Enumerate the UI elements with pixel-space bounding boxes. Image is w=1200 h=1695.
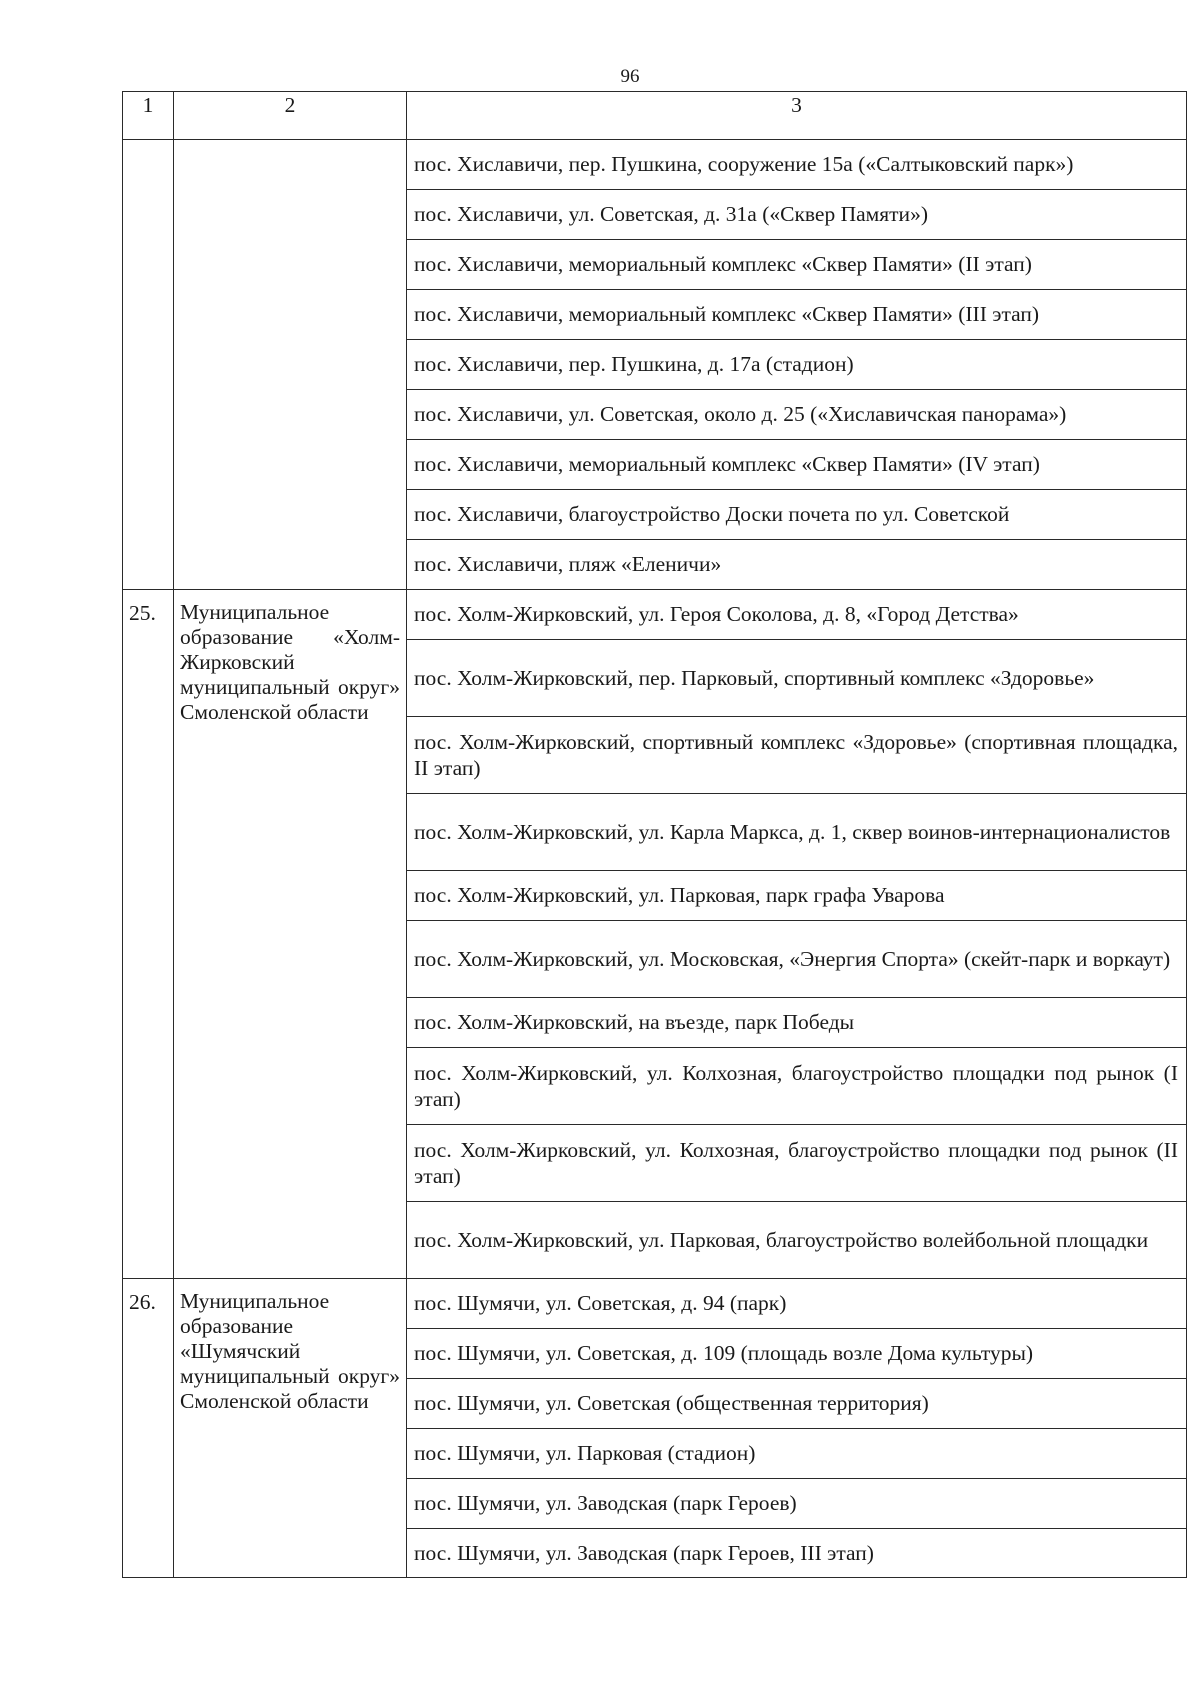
territory-cell: пос. Хиславичи, ул. Советская, д. 31а («Сквер Памяти») [407,190,1187,240]
territory-cell: пос. Холм-Жирковский, на въезде, парк Победы [407,998,1187,1048]
territory-cell: пос. Холм-Жирковский, ул. Колхозная, благоустройство площадки под рынок (II этап) [407,1125,1187,1202]
municipality-cell: Муниципальное образование «Шумячский муниципальный округ» Смоленской области [174,1279,407,1578]
territory-cell: пос. Холм-Жирковский, ул. Героя Соколова, д. 8, «Город Детства» [407,590,1187,640]
territory-cell: пос. Хиславичи, пер. Пушкина, сооружение 15а («Салтыковский парк») [407,140,1187,190]
column-header-1: 1 [123,92,174,140]
municipality-cell [174,140,407,590]
row-number-cell [123,140,174,590]
territory-cell: пос. Шумячи, ул. Парковая (стадион) [407,1429,1187,1479]
territory-cell: пос. Холм-Жирковский, ул. Парковая, благоустройство волейбольной площадки [407,1202,1187,1279]
page-number: 96 [620,66,640,87]
territory-cell: пос. Шумячи, ул. Заводская (парк Героев) [407,1479,1187,1529]
territory-cell: пос. Холм-Жирковский, пер. Парковый, спортивный комплекс «Здоровье» [407,640,1187,717]
territory-cell: пос. Холм-Жирковский, ул. Колхозная, благоустройство площадки под рынок (I этап) [407,1048,1187,1125]
table-row [123,590,1187,640]
territory-cell: пос. Хиславичи, ул. Советская, около д. 25 («Хиславичская панорама») [407,390,1187,440]
territory-cell: пос. Холм-Жирковский, ул. Парковая, парк графа Уварова [407,871,1187,921]
territory-cell: пос. Шумячи, ул. Советская (общественная территория) [407,1379,1187,1429]
table-row [123,1279,1187,1329]
column-header-3: 3 [407,92,1187,140]
territory-cell: пос. Хиславичи, пляж «Еленичи» [407,540,1187,590]
row-number-cell: 25. [123,590,174,1279]
territory-cell: пос. Хиславичи, благоустройство Доски почета по ул. Советской [407,490,1187,540]
table-row [123,140,1187,190]
territory-cell: пос. Шумячи, ул. Заводская (парк Героев, III этап) [407,1529,1187,1578]
column-header-2: 2 [174,92,407,140]
territory-cell: пос. Шумячи, ул. Советская, д. 94 (парк) [407,1279,1187,1329]
territory-cell: пос. Шумячи, ул. Советская, д. 109 (площадь возле Дома культуры) [407,1329,1187,1379]
territory-cell: пос. Холм-Жирковский, ул. Карла Маркса, д. 1, сквер воинов-интернационалистов [407,794,1187,871]
territories-table [122,91,1187,1578]
territory-cell: пос. Хиславичи, мемориальный комплекс «Сквер Памяти» (IV этап) [407,440,1187,490]
territory-cell: пос. Хиславичи, мемориальный комплекс «Сквер Памяти» (II этап) [407,240,1187,290]
territory-cell: пос. Хиславичи, мемориальный комплекс «Сквер Памяти» (III этап) [407,290,1187,340]
table-header-row [123,92,1187,140]
territory-cell: пос. Хиславичи, пер. Пушкина, д. 17а (стадион) [407,340,1187,390]
territory-cell: пос. Холм-Жирковский, ул. Московская, «Энергия Спорта» (скейт-парк и воркаут) [407,921,1187,998]
municipality-cell: Муниципальное образование «Холм-Жирковский муниципальный округ» Смоленской области [174,590,407,1279]
row-number-cell: 26. [123,1279,174,1578]
territory-cell: пос. Холм-Жирковский, спортивный комплекс «Здоровье» (спортивная площадка, II этап) [407,717,1187,794]
